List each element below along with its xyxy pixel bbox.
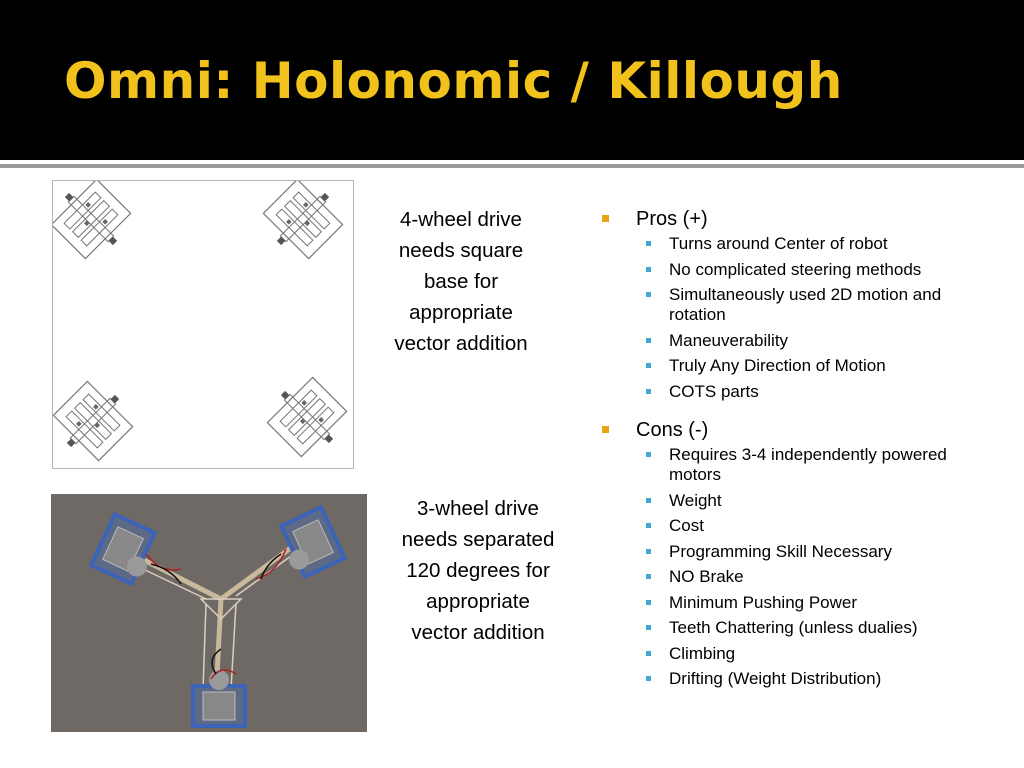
bullet-square-small — [646, 241, 651, 246]
list-item: COTS parts — [600, 382, 1000, 402]
bullet-square-small — [646, 600, 651, 605]
three-wheel-caption: 3-wheel drive needs separated 120 degrees for appropriate vector addition — [401, 497, 555, 644]
bullet-square-small — [646, 338, 651, 343]
bullet-square-small — [646, 389, 651, 394]
list-item: Truly Any Direction of Motion — [600, 356, 1000, 376]
omni-wheel-rear-left — [53, 374, 140, 467]
pros-heading — [600, 206, 1000, 232]
list-item: Simultaneously used 2D motion and rotation — [600, 285, 1000, 325]
pros-label: Pros (+) — [636, 208, 708, 230]
bullet-square — [602, 426, 609, 433]
omni-wheel-front-left — [53, 181, 138, 266]
bullet-square — [602, 215, 609, 222]
four-wheel-drive-illustration — [53, 181, 353, 468]
killough-robot-illustration — [51, 494, 367, 732]
bullet-square-small — [646, 625, 651, 630]
bullet-square-small — [646, 523, 651, 528]
list-item: Weight — [600, 491, 1000, 511]
list-item: Turns around Center of robot — [600, 234, 1000, 254]
bullet-square-small — [646, 292, 651, 297]
list-item: Teeth Chattering (unless dualies) — [600, 618, 1000, 638]
list-item: Minimum Pushing Power — [600, 593, 1000, 613]
bullet-square-small — [646, 498, 651, 503]
bullet-square-small — [646, 267, 651, 272]
three-wheel-robot-photo — [51, 494, 367, 732]
cons-label: Cons (-) — [636, 419, 709, 441]
bullet-square-small — [646, 651, 651, 656]
list-item: No complicated steering methods — [600, 260, 1000, 280]
list-item: Cost — [600, 516, 1000, 536]
list-item: NO Brake — [600, 567, 1000, 587]
list-item: Programming Skill Necessary — [600, 542, 1000, 562]
pros-cons-list — [600, 206, 1000, 695]
slide-title: Omni: Holonomic / Killough — [64, 52, 843, 110]
list-item: Maneuverability — [600, 331, 1000, 351]
bullet-square-small — [646, 676, 651, 681]
bullet-square-small — [646, 452, 651, 457]
bullet-square-small — [646, 549, 651, 554]
four-wheel-caption: 4-wheel drive needs square base for appropriate vector addition — [394, 208, 528, 355]
bullet-square-small — [646, 574, 651, 579]
omni-wheel-rear-right — [260, 370, 353, 463]
title-bar — [0, 0, 1024, 160]
list-item: Climbing — [600, 644, 1000, 664]
slide-content — [0, 168, 1024, 768]
list-item: Drifting (Weight Distribution) — [600, 669, 1000, 689]
list-item: Requires 3-4 independently powered motors — [600, 445, 1000, 485]
pros-items — [600, 234, 1000, 402]
bullet-square-small — [646, 363, 651, 368]
four-wheel-diagram — [52, 180, 354, 469]
cons-items — [600, 445, 1000, 689]
omni-wheel-front-right — [256, 181, 349, 266]
cons-heading — [600, 417, 1000, 443]
